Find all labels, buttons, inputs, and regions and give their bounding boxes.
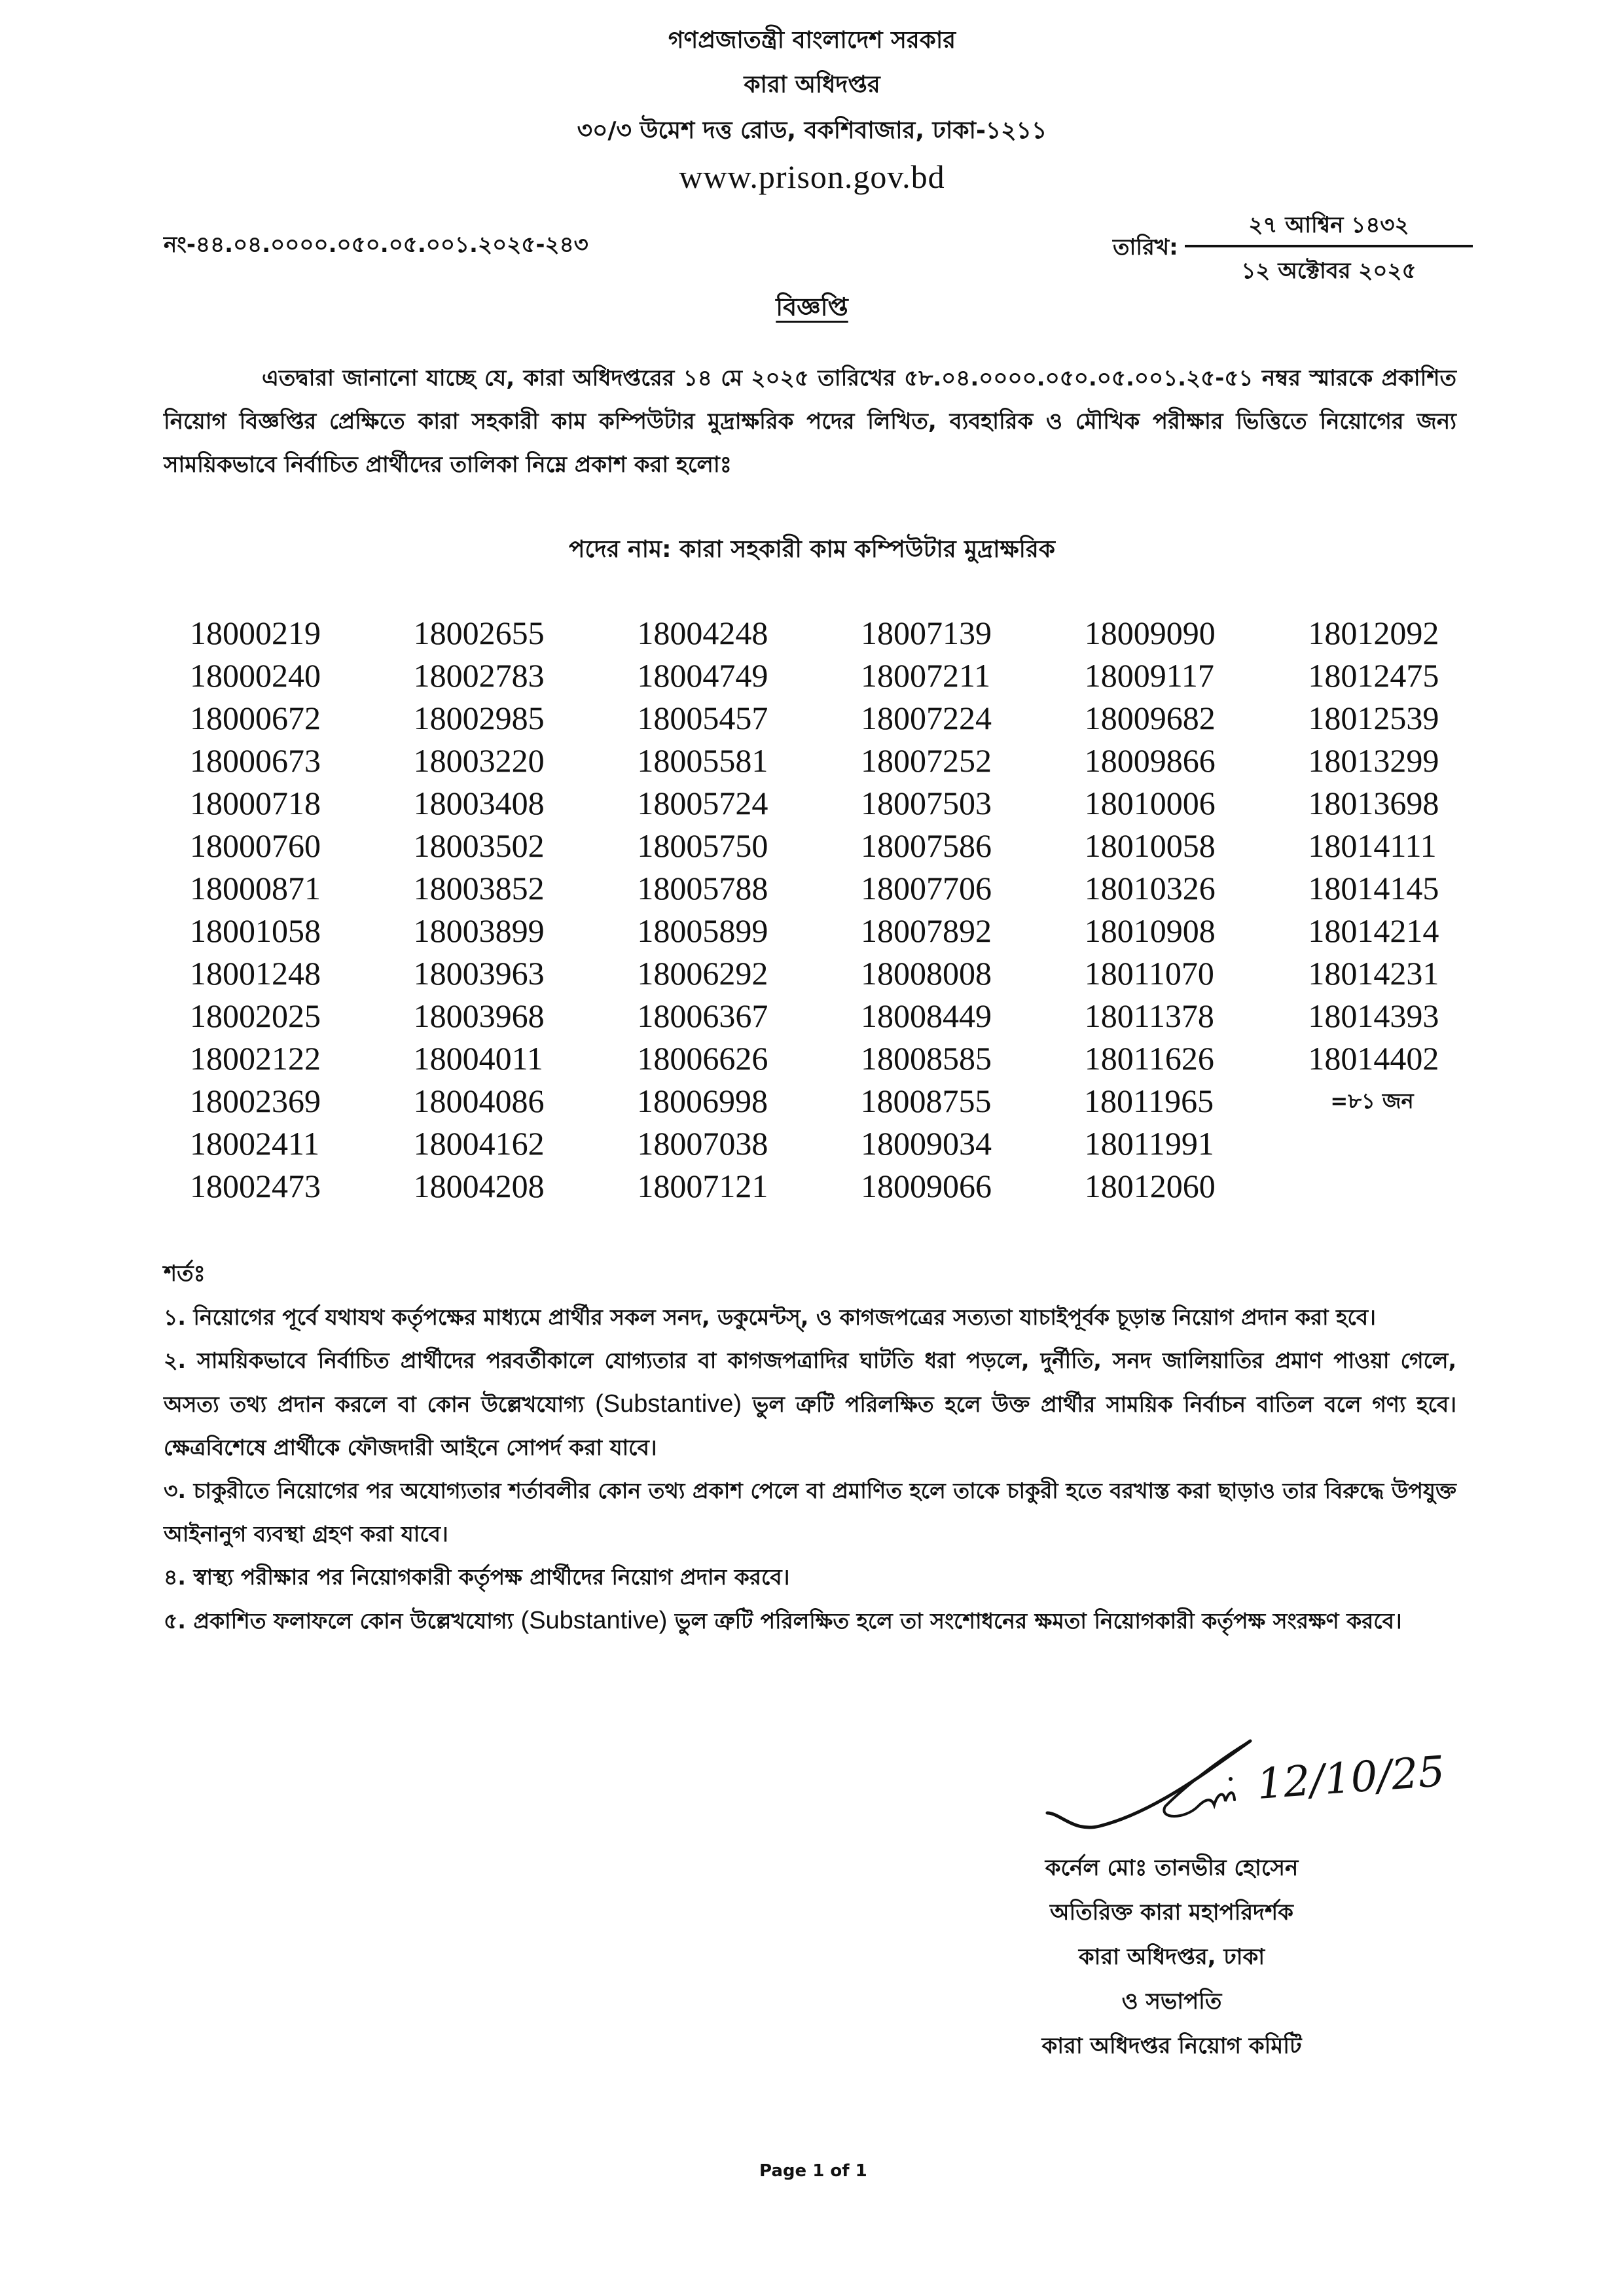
roll-number: 18006292 xyxy=(637,955,768,992)
roll-number: 18003408 xyxy=(413,785,545,821)
roll-number: 18014231 xyxy=(1308,955,1439,992)
results-row xyxy=(177,612,1519,655)
roll-number: 18002369 xyxy=(190,1083,321,1119)
roll-number: 18002985 xyxy=(413,700,545,736)
roll-number: 18007038 xyxy=(637,1125,768,1162)
roll-number: 18003968 xyxy=(413,997,545,1034)
results-row xyxy=(177,697,1519,740)
roll-number: 18005750 xyxy=(637,827,768,864)
results-row xyxy=(177,1165,1519,1208)
roll-number: 18003899 xyxy=(413,912,545,949)
results-row xyxy=(177,867,1519,910)
department-name: কারা অধিদপ্তর xyxy=(744,71,880,98)
roll-number: 18004011 xyxy=(413,1040,543,1077)
condition-text: ৫. প্রকাশিত ফলাফলে কোন উল্লেখযোগ্য xyxy=(164,1608,521,1634)
roll-number: 18008008 xyxy=(861,955,992,992)
roll-number: 18003220 xyxy=(413,742,545,779)
roll-number: 18006998 xyxy=(636,1083,768,1119)
roll-number: 18007503 xyxy=(861,785,992,821)
signatory-name: কর্নেল মোঃ তানভীর হোসেন xyxy=(1045,1855,1299,1881)
condition-item xyxy=(164,1469,1456,1556)
results-row xyxy=(177,825,1519,867)
roll-number: 18007586 xyxy=(861,827,992,864)
roll-number: 18002411 xyxy=(190,1125,320,1162)
roll-number: 18005724 xyxy=(637,785,768,821)
roll-number: 18002473 xyxy=(190,1168,321,1204)
condition-item xyxy=(164,1339,1456,1469)
signatory-designation: অতিরিক্ত কারা মহাপরিদর্শক xyxy=(1050,1899,1293,1926)
roll-number: 18011965 xyxy=(1083,1083,1214,1119)
condition-text: ৩. চাকুরীতে নিয়োগের পর অযোগ্যতার শর্তাবলীর কোন তথ্য প্রকাশ পেলে বা প্রমাণিত হলে তাকে চাকুরী হতে বরখাস্ত করা ছাড়াও তার বিরুদ্ধে উপযুক্ত আইনানুগ ব্যবস্থা গ্রহণ করা যাবে। xyxy=(164,1478,1456,1547)
roll-number: 18013299 xyxy=(1308,742,1439,779)
roll-number: 18010908 xyxy=(1084,912,1216,949)
roll-number: 18011070 xyxy=(1084,955,1214,992)
roll-number: 18014214 xyxy=(1308,912,1439,949)
roll-number: 18005899 xyxy=(637,912,768,949)
signatory-office: কারা অধিদপ্তর, ঢাকা xyxy=(1078,1944,1265,1970)
notice-title: বিজ্ঞপ্তি xyxy=(776,293,848,321)
condition-item xyxy=(164,1599,1456,1643)
roll-number: 18003852 xyxy=(413,870,545,906)
results-row xyxy=(177,1080,1519,1122)
condition-english-term: (Substantive) xyxy=(520,1607,668,1634)
roll-number: 18013698 xyxy=(1308,785,1439,821)
roll-number: 18007121 xyxy=(637,1168,768,1204)
roll-number: 18000240 xyxy=(190,657,321,694)
condition-text: ২. সাময়িকভাবে নির্বাচিত প্রার্থীদের পরবর্তীকালে যোগ্যতার বা কাগজপত্রাদির ঘাটতি ধরা পড়লে, দুর্নীতি, সনদ জালিয়াতির প্রমাণ পাওয়া গেলে, অসত্য তথ্য প্রদান করলে বা কোন উল্লেখযোগ্য xyxy=(164,1348,1456,1417)
roll-number: 18008449 xyxy=(861,997,992,1034)
date-label: তারিখ: xyxy=(1113,234,1178,260)
roll-number: 18012539 xyxy=(1308,700,1439,736)
website-link[interactable]: www.prison.gov.bd xyxy=(679,158,945,195)
roll-number: 18007706 xyxy=(861,870,992,906)
roll-number: 18000871 xyxy=(190,870,321,906)
empty-cell xyxy=(1295,1165,1519,1208)
roll-number: 18005788 xyxy=(637,870,768,906)
roll-number: 18000760 xyxy=(190,827,321,864)
roll-number: 18012060 xyxy=(1084,1168,1216,1204)
roll-number: 18004749 xyxy=(637,657,768,694)
office-address: ৩০/৩ উমেশ দত্ত রোড, বকশিবাজার, ঢাকা-১২১১ xyxy=(577,117,1047,144)
conditions-list xyxy=(164,1296,1456,1643)
results-row xyxy=(177,740,1519,782)
roll-number: 18010058 xyxy=(1084,827,1216,864)
roll-number: 18000718 xyxy=(190,785,321,821)
signature-date: 12/10/25 xyxy=(1255,1748,1447,1809)
roll-number: 18011626 xyxy=(1084,1040,1214,1077)
roll-number: 18014402 xyxy=(1308,1040,1439,1077)
roll-number: 18012475 xyxy=(1308,657,1439,694)
roll-number: 18004162 xyxy=(413,1125,545,1162)
page-number: Page 1 of 1 xyxy=(759,2161,867,2181)
date-divider xyxy=(1185,245,1473,247)
reference-number: নং-৪৪.০৪.০০০০.০৫০.০৫.০০১.২০২৫-২৪৩ xyxy=(164,232,588,258)
condition-item xyxy=(164,1556,1456,1599)
condition-english-term: (Substantive) xyxy=(595,1390,742,1418)
roll-number: 18007252 xyxy=(861,742,992,779)
roll-number: 18000672 xyxy=(190,700,321,736)
post-title: পদের নাম: কারা সহকারী কাম কম্পিউটার মুদ্রাক্ষরিক xyxy=(569,536,1055,563)
roll-number: 18011991 xyxy=(1084,1125,1214,1162)
total-count: =৮১ জন xyxy=(1330,1088,1414,1113)
roll-number: 18006367 xyxy=(637,997,768,1034)
date-bengali: ২৭ আশ্বিন ১৪৩২ xyxy=(1248,212,1409,238)
roll-number: 18009866 xyxy=(1084,742,1216,779)
government-name: গণপ্রজাতন্ত্রী বাংলাদেশ সরকার xyxy=(668,27,956,54)
roll-number: 18007211 xyxy=(861,657,991,694)
roll-number: 18012092 xyxy=(1308,615,1439,651)
roll-number: 18007139 xyxy=(861,615,992,651)
roll-number: 18011378 xyxy=(1084,997,1214,1034)
condition-text: ৪. স্বাস্থ্য পরীক্ষার পর নিয়োগকারী কর্তৃপক্ষ প্রার্থীদের নিয়োগ প্রদান করবে। xyxy=(164,1564,790,1590)
condition-item xyxy=(164,1296,1456,1339)
roll-number: 18007224 xyxy=(861,700,992,736)
date-gregorian: ১২ অক্টোবর ২০২৫ xyxy=(1241,258,1416,284)
roll-number: 18010006 xyxy=(1084,785,1216,821)
roll-number: 18014393 xyxy=(1308,997,1439,1034)
notice-paragraph-text: এতদ্বারা জানানো যাচ্ছে যে, কারা অধিদপ্তরের ১৪ মে ২০২৫ তারিখের ৫৮.০৪.০০০০.০৫০.০৫.০০১.২৫-৫১ নম্বর স্মারকে প্রকাশিত নিয়োগ বিজ্ঞপ্তির প্রেক্ষিতে কারা সহকারী কাম কম্পিউটার মুদ্রাক্ষরিক পদের লিখিত, ব্যবহারিক ও মৌখিক পরীক্ষার ভিত্তিতে নিয়োগের জন্য সাময়িকভাবে নির্বাচিত প্রার্থীদের তালিকা নিম্নে প্রকাশ করা হলোঃ xyxy=(164,365,1456,478)
condition-text: ভুল ত্রুটি পরিলক্ষিত হলে তা সংশোধনের ক্ষমতা নিয়োগকারী কর্তৃপক্ষ সংরক্ষণ করবে। xyxy=(667,1608,1402,1634)
roll-number: 18009034 xyxy=(861,1125,992,1162)
roll-number: 18010326 xyxy=(1084,870,1216,906)
results-row xyxy=(177,1122,1519,1165)
results-row xyxy=(177,952,1519,995)
roll-number: 18002025 xyxy=(190,997,321,1034)
roll-number: 18008585 xyxy=(861,1040,992,1077)
signatory-block xyxy=(975,1846,1368,2068)
roll-number: 18005457 xyxy=(637,700,768,736)
roll-number: 18006626 xyxy=(637,1040,768,1077)
results-grid xyxy=(177,612,1519,1208)
results-row xyxy=(177,995,1519,1037)
roll-number: 18014111 xyxy=(1308,827,1437,864)
roll-number: 18001248 xyxy=(190,955,321,992)
roll-number: 18009117 xyxy=(1084,657,1214,694)
signatory-committee: কারা অধিদপ্তর নিয়োগ কমিটি xyxy=(1041,2033,1302,2059)
roll-number: 18002783 xyxy=(413,657,545,694)
roll-number: 18004208 xyxy=(413,1168,545,1204)
roll-number: 18003502 xyxy=(413,827,545,864)
results-row xyxy=(177,655,1519,697)
roll-number: 18009682 xyxy=(1084,700,1216,736)
roll-number: 18009066 xyxy=(861,1168,992,1204)
roll-number: 18008755 xyxy=(860,1083,992,1119)
roll-number: 18005581 xyxy=(637,742,768,779)
condition-text: ১. নিয়োগের পূর্বে যথাযথ কর্তৃপক্ষের মাধ্যমে প্রার্থীর সকল সনদ, ডকুমেন্টস্, ও কাগজপত্রের সত্যতা যাচাইপূর্বক চূড়ান্ত নিয়োগ প্রদান করা হবে। xyxy=(164,1304,1376,1330)
empty-cell xyxy=(1295,1122,1519,1165)
roll-number: 18004248 xyxy=(637,615,768,651)
conditions-heading: শর্তঃ xyxy=(164,1261,206,1287)
roll-number: 18001058 xyxy=(190,912,321,949)
roll-number: 18009090 xyxy=(1084,615,1216,651)
roll-number: 18002122 xyxy=(190,1040,321,1077)
condition-text: ভুল ত্রুটি পরিলক্ষিত হলে উক্ত প্রার্থীর সাময়িক নির্বাচন বাতিল বলে গণ্য হবে। ক্ষেত্রবিশেষে প্রার্থীকে ফৌজদারী আইনে সোপর্দ করা যাবে। xyxy=(164,1391,1456,1460)
roll-number: 18004086 xyxy=(413,1083,545,1119)
notice-paragraph xyxy=(164,357,1456,486)
results-row xyxy=(177,910,1519,952)
roll-number: 18014145 xyxy=(1308,870,1439,906)
roll-number: 18000219 xyxy=(190,615,321,651)
results-row xyxy=(177,782,1519,825)
roll-number: 18000673 xyxy=(190,742,321,779)
roll-number: 18007892 xyxy=(861,912,992,949)
results-row xyxy=(177,1037,1519,1080)
signature xyxy=(1034,1728,1447,1839)
signatory-role-connector: ও সভাপতি xyxy=(1121,1988,1222,2015)
roll-number: 18003963 xyxy=(413,955,545,992)
roll-number: 18002655 xyxy=(413,615,545,651)
